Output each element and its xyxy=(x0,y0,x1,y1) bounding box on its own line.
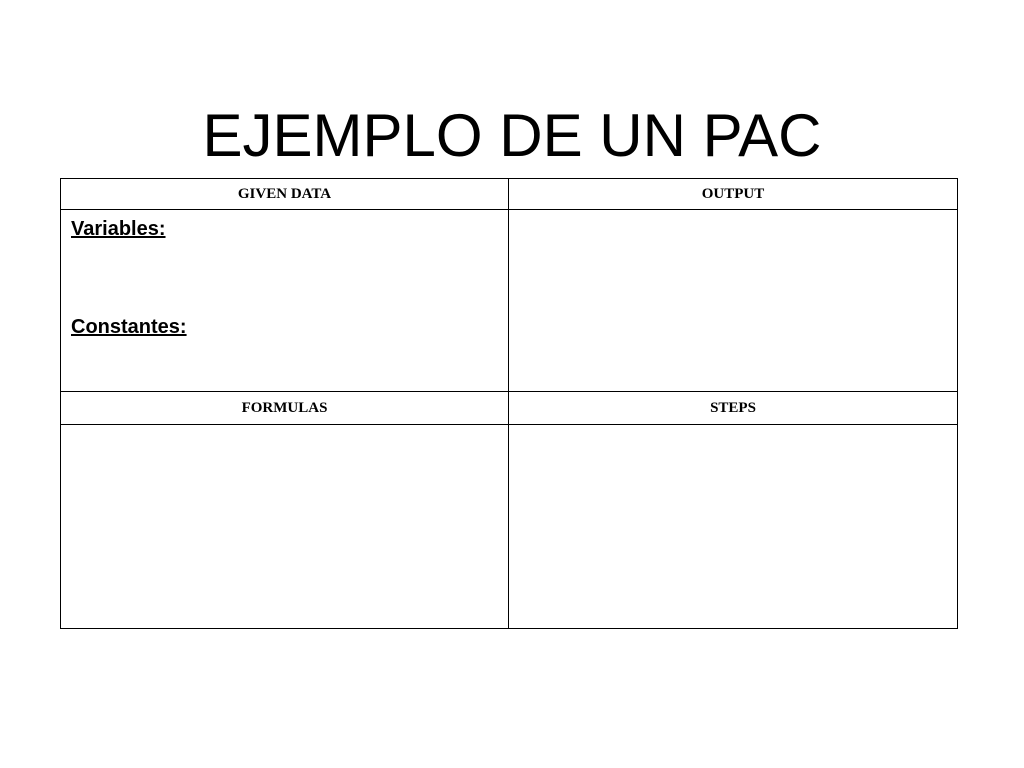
slide-title: EJEMPLO DE UN PAC xyxy=(202,102,822,170)
header-formulas: FORMULAS xyxy=(61,392,509,425)
table-header-row-top xyxy=(61,179,958,210)
table-body-row-top xyxy=(61,210,958,392)
output-content xyxy=(509,210,957,222)
header-given-data: GIVEN DATA xyxy=(61,179,509,210)
steps-cell xyxy=(509,425,958,629)
pac-table xyxy=(60,178,958,629)
given-data-cell xyxy=(61,210,509,392)
formulas-cell xyxy=(61,425,509,629)
table-body-row-bottom xyxy=(61,425,958,629)
header-steps: STEPS xyxy=(509,392,958,425)
variables-label: Variables: xyxy=(71,218,166,240)
formulas-content xyxy=(61,425,508,437)
constants-label: Constantes: xyxy=(71,316,187,338)
output-cell xyxy=(509,210,958,392)
header-output: OUTPUT xyxy=(509,179,958,210)
table-header-row-bottom xyxy=(61,392,958,425)
steps-content xyxy=(509,425,957,437)
